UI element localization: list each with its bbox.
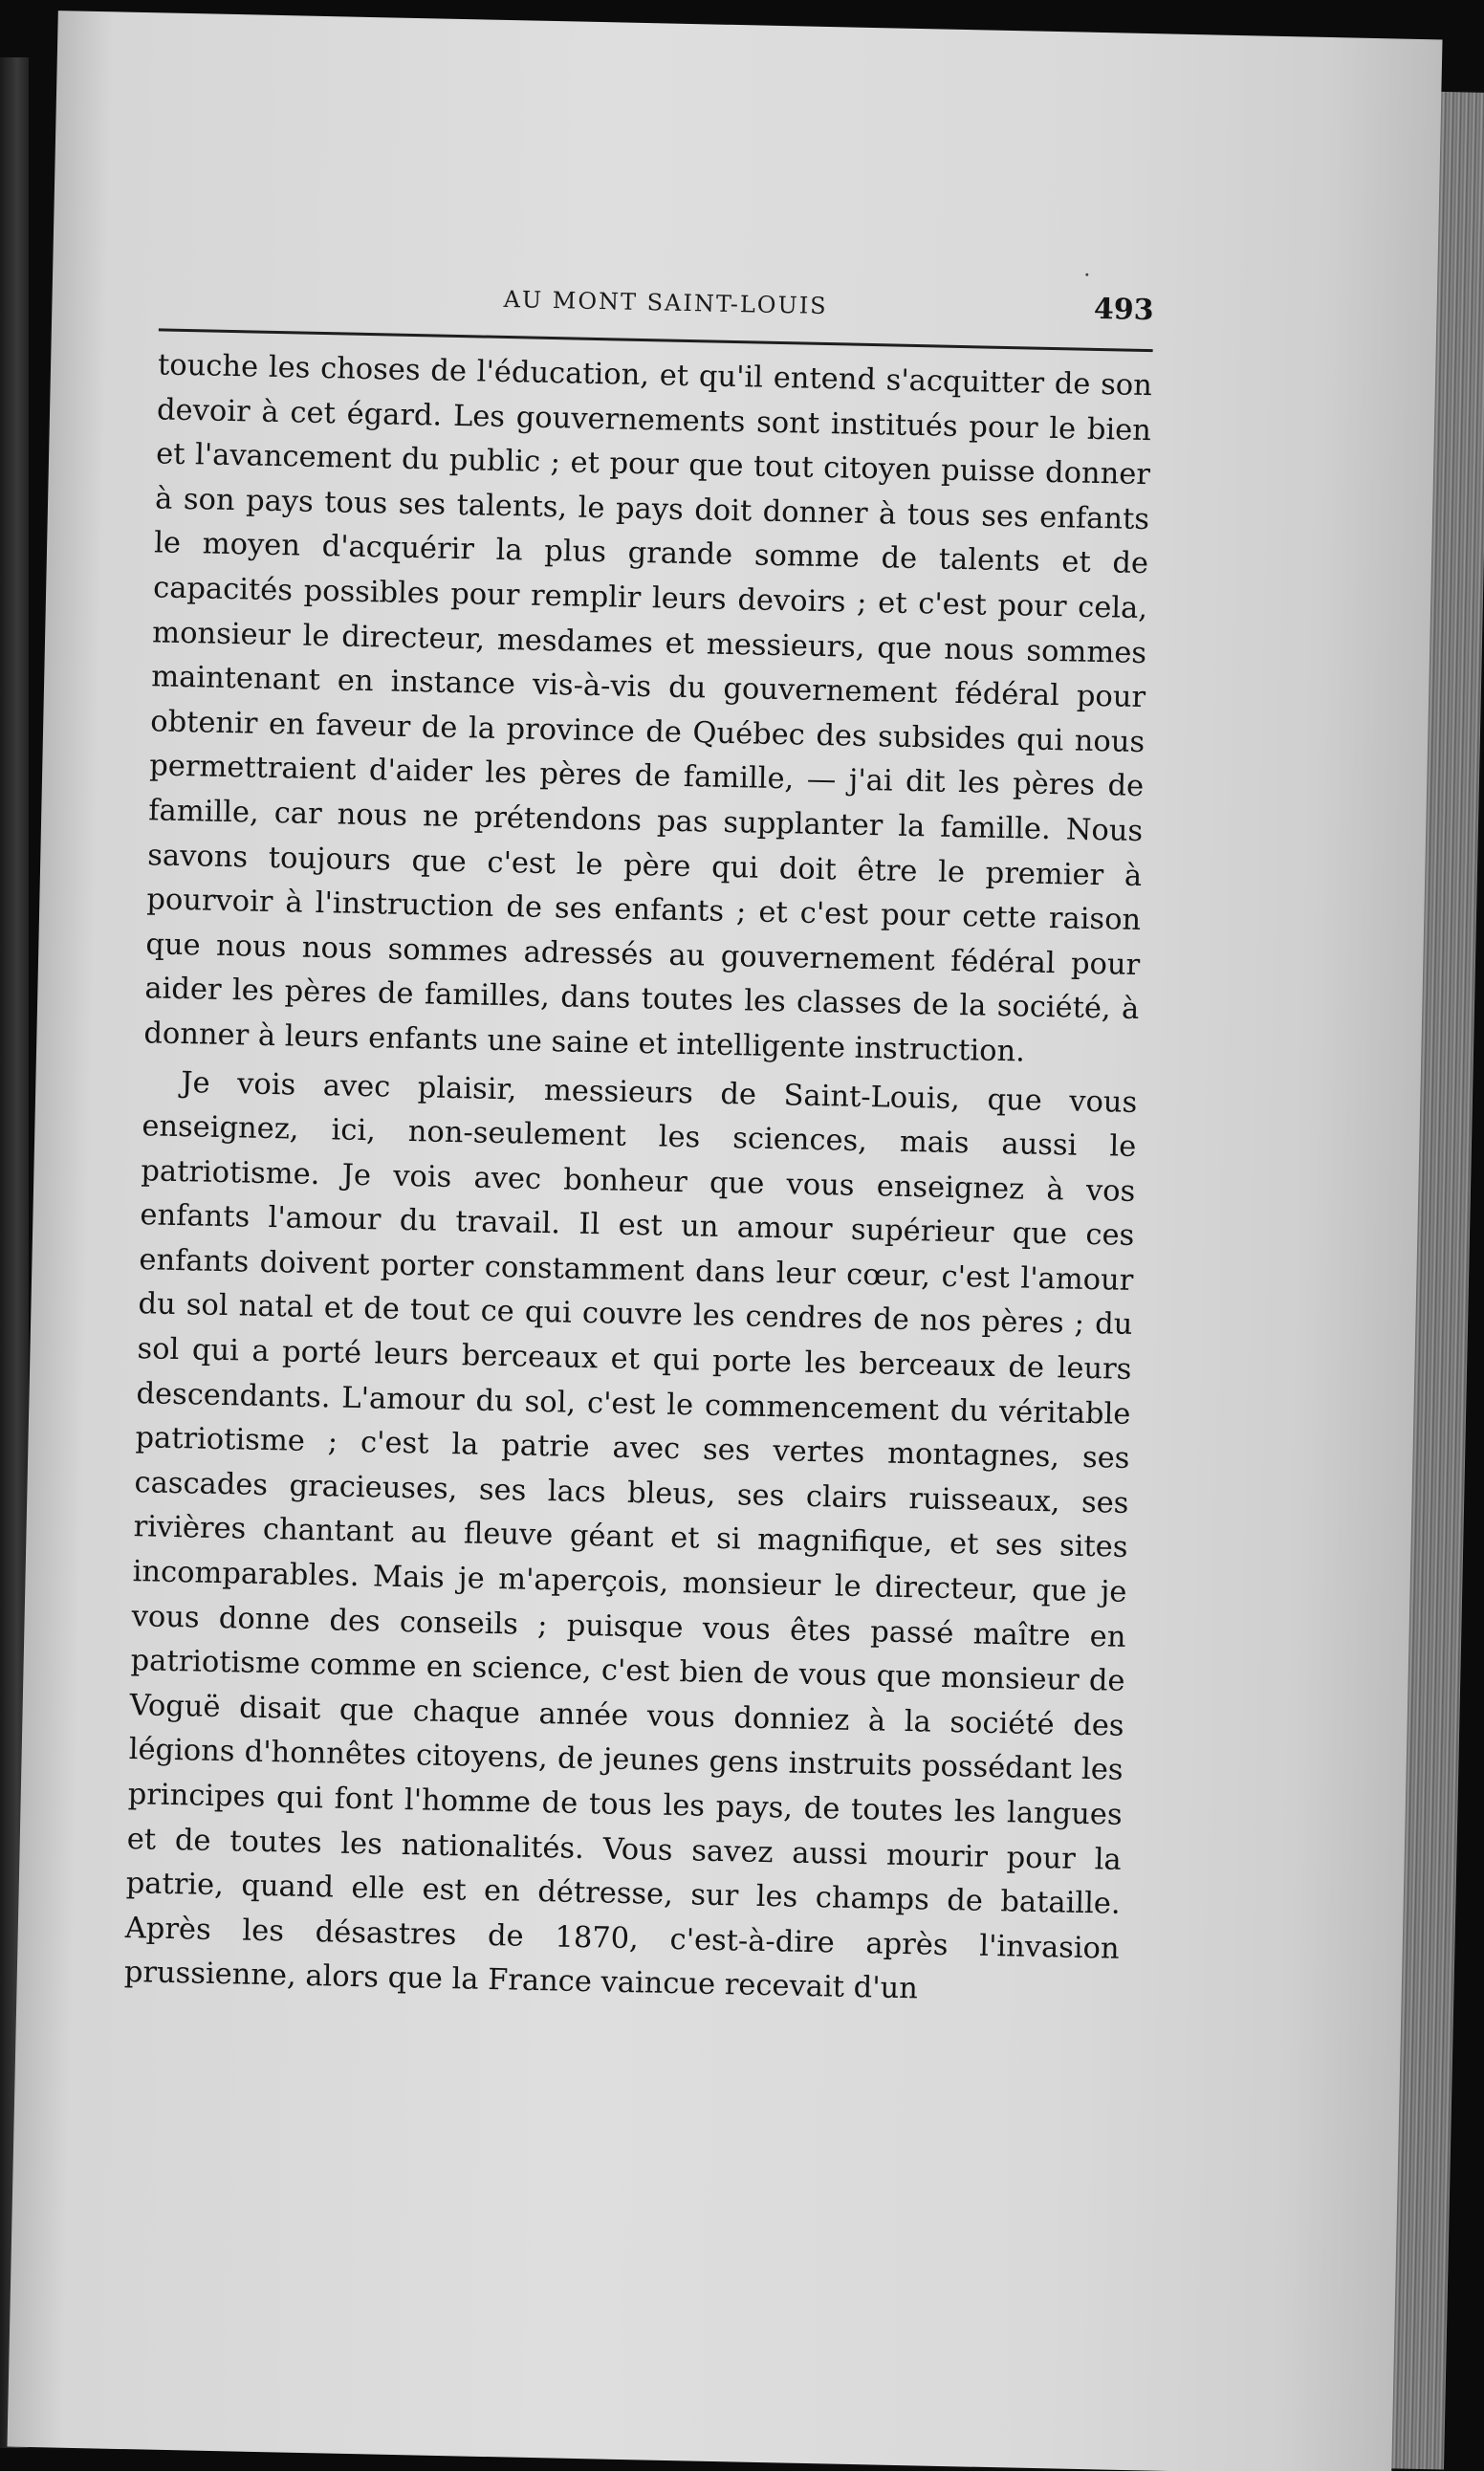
book-page <box>7 11 1442 2471</box>
page-header <box>159 269 1154 359</box>
page-number: 493 <box>1093 292 1154 328</box>
paper-speck <box>1085 273 1088 276</box>
paragraph-continued: touche les choses de l'éducation, et qu'il entend s'acquitter de son devoir à cet égard. Les gouvernements sont institués pour le bien et l'avancement du public ; et pour que tout citoyen puisse donner à son pays tous ses talents, le pays doit donner à tous ses enfants le moyen d'acquérir la plus grande somme de talents et de capacités possibles pour remplir leurs devoirs ; et c'est pour cela, monsieur le directeur, mesdames et messieurs, que nous sommes maintenant en instance vis-à-vis du gouvernement fédéral pour obtenir en faveur de la province de Québec des subsides qui nous permettraient d'aider les pères de famille, — j'ai dit les pères de famille, car nous ne prétendons pas supplanter la famille. Nous savons toujours que c'est le père qui doit être le premier à pourvoir à l'instruction de ses enfants ; et c'est pour cette raison que nous nous sommes adressés au gouvernement fédéral pour aider les pères de familles, dans toutes les classes de la société, à donner à leurs enfants une saine et intelligente instruction. <box>143 348 1153 1069</box>
paragraph: Je vois avec plaisir, messieurs de Saint-Louis, que vous enseignez, ici, non-seulement les sciences, mais aussi le patriotisme. Je vois avec bonheur que vous enseignez à vos enfants l'amour du travail. Il est un amour supérieur que ces enfants doivent porter constamment dans leur cœur, c'est l'amour du sol natal et de tout ce qui couvre les cendres de nos pères ; du sol qui a porté leurs berceaux et qui porte les berceaux de leurs descendants. L'amour du sol, c'est le commencement du véritable patriotisme ; c'est la patrie avec ses vertes montagnes, ses cascades gracieuses, ses lacs bleus, ses clairs ruisseaux, ses rivières chantant au fleuve géant et si magnifique, et ses sites incomparables. Mais je m'aperçois, monsieur le directeur, que je vous donne des conseils ; puisque vous êtes passé maître en patriotisme comme en science, c'est bien de vous que monsieur de Voguë disait que chaque année vous donniez à la société des légions d'honnêtes citoyens, de jeunes gens instruits possédant les principes qui font l'homme de tous les pays, de toutes les langues et de toutes les nationalités. Vous savez aussi mourir pour la patrie, quand elle est en détresse, sur les champs de bataille. Après les désastres de 1870, c'est-à-dire après l'invasion prussienne, alors que la France vaincue recevait d'un <box>123 1065 1138 2006</box>
body-text <box>123 343 1152 2016</box>
running-head: AU MONT SAINT-LOUIS <box>503 285 828 320</box>
